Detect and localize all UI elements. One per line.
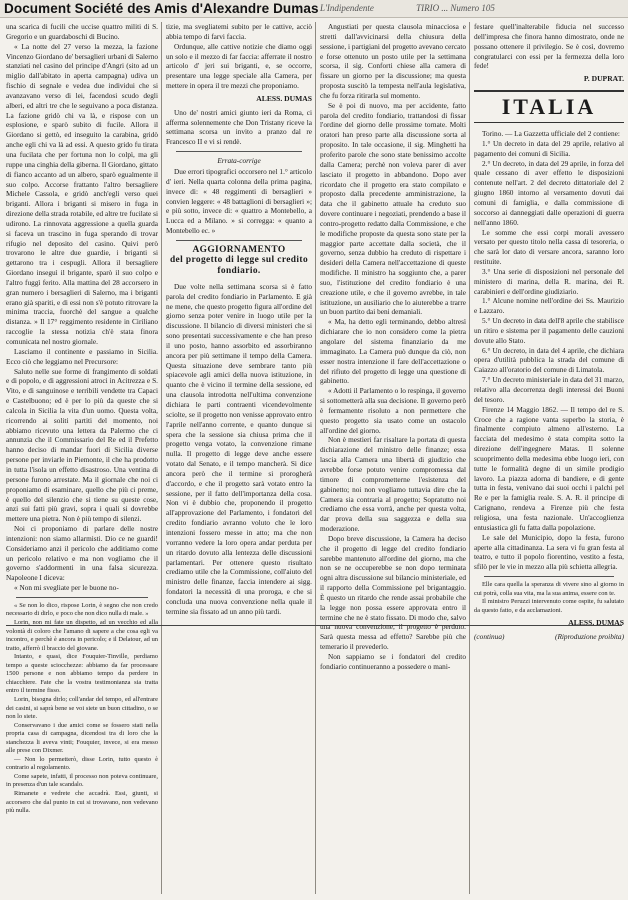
feuilleton-paragraph: Elle cara quella la speranza di vivere sino al giorno in cui potrà, colla sua vita, ma la sua anima, essere con te.	[474, 581, 624, 597]
feuilleton-separator	[6, 625, 622, 626]
paragraph: « Ma, ha detto egli terminando, debbo altresì dichiarare che io non considero come la pietra angolare del sistema finanziario da me immaginato. La Camera può dunque da ciò, non esser nostra intenzione il fare dell'accettazione o del rifiuto del progetto di legge una questione di gabinetto.	[320, 317, 466, 386]
feuilleton-paragraph: Come sapete, infatti, il processo non poteva continuare, in presenza d'un tale scandalo.	[6, 772, 158, 789]
section-title-italia: ITALIA	[501, 94, 597, 120]
paragraph: Torino. — La Gazzetta ufficiale del 2 contiene:	[482, 129, 620, 139]
column-rule	[469, 22, 470, 894]
paragraph: 3.° Una serie di disposizioni nel personale del ministero di marina, della R. marina, dei R. carabinieri e dell'ordine giudiziario.	[474, 266, 624, 296]
feuilleton	[6, 602, 158, 816]
feuilleton-paragraph: — Non lo permetterò, disse Lorin, tutto questo è contrario al regolamento.	[6, 755, 158, 772]
feuilleton-paragraph: Rimanete e vedrete che accadrà. Essi, giunti, si accorsero che dal punto in cui si trovavano, non vedevano più nulla.	[6, 789, 158, 815]
paragraph: Due volte nella settimana scorsa si è fatto parola del credito fondiario in Parlamento. E già ne mene, che questo progetto figura all'ordine del giorno senza poter venire in luogo utile per la discussione. Il bilancio di diversi ministeri che si sono presentati successivamente e che han preso il uno posto, hanno assorbito ed assorbiranno ancora per più settimane il tempo della Camera. Questa situazione deve sembrare tanto più spiacevole agli amici della nuova istituzione, in quanto che è vicino il termine della sessione, ed una clausola introdotta nell'ultima convenzione dichiara le parti contraenti vicendevolmente sciolte, se il progetto non venisse approvato entro l'aprile nell'anno corrente, e quanto dunque si spera che la sessione sia chiusa prima che il progetto venga votato, la convenzione rimane nulla. Il progetto di legge deve anche essere votato dal Senato, e il tempo mancherà. Si dice ancora però che il termine si prorogherà d'accordo, e che il progetto sarà votato entro la sessione, per il fatto dell'importanza della cosa. Non vi è dubbio che, proponendo il progetto all'approvazione del Parlamento, i fondatori del credito fondiario avranno voluto che le loro intenzioni fossero messe in atto; ma che non vorranno vedere la loro opera andar perduta per un ritardo dovuto alla lentezza delle discussioni parlamentari. Per ottenere questo risultato crediamo utile che la Commissione, coll'aiuto del ministro delle finanze, faccia intendere ai sigg. fondatori la necessità di una proroga, e che si concluda una nuova convenzione nella quale il termine sia fissato ad un anno più tardi.	[166, 281, 312, 616]
column-4	[474, 22, 624, 894]
divider	[16, 597, 148, 598]
feuilleton-paragraph: Il ministro Peruzzi intervenuto come ospite, fu salutato da questo fatto, e da acclamazioni.	[474, 598, 624, 614]
paragraph: Se è poi di nuovo, ma per accidente, fatto parola del credito fondiario, trattandosi di fissar l'ordine del giorno delle prossime tornate. Molti oratori han preso parte alla discussione sorta al proposito. In tale occasione, il sig. Minghetti ha proferito parole che sono state benissimo accolte dalla Camera; perchè non voleva parer di aver lasciato il progetto in abbandono. Dopo aver ricordato che il progetto era stato compilato e proposto dalla precedente amministrazione, la data che il gabinetto attuale ha creduto suo dovere continuare i negoziati, prendendo a base il contro-progetto redatto dalla Commissione, e che le modifiche proposte da questa sono state per la maggior parte accettate dalla società, che il governo, senza dubbio ha creduto di rispettare i desideri della Camera nell'accettazione di queste modifiche. Il ministro ha soggiunto che, a parer suo, l'istituzione del credito fondiario è una creazione utile, e che il governo avrebbe, in tale istituzione, un ausiliario che lo aiuterebbe a trarre un buon partito dai beni demaniali.	[320, 100, 466, 317]
paragraph: Non è mestieri far risaltare la portata di questa dichiarazione del ministro delle finanze; essa lascia alla Camera una libertà di giudizio che avrebbe forse potuto venire compromessa dal timore di comprometterne l'esistenza del gabinetto; noi non vogliamo tuttavia dire che la Camera sia contraria al progetto; Sopratutto noi crediamo che essa vorrà, anche per questa volta, dar prova della sua saggezza e della sua moderazione.	[320, 435, 466, 534]
masthead-faint	[320, 3, 535, 13]
paragraph: 6.° Un decreto, in data del 4 aprile, che dichiara opera d'utilità pubblica la strada del comune di Caiazzo all'oratorio del comune di Limatola.	[474, 345, 624, 375]
feuilleton-paragraph: Lorin, bisogna dirlo; coll'andar del tempo, ed all'entrare dei casini, si saprà bene se voi siete un buon cittadino, o se non lo siete.	[6, 695, 158, 721]
divider	[484, 576, 614, 577]
feuilleton-paragraph: Lorin, non mi fate un dispetto, ad un vecchio ed alla volontà di coloro che l'amano di sapere a che cosa egli va incontro, e perchè è ancora in pericolo; e il Delatour, ad un tratto, afferrò il braccio del giovane.	[6, 619, 158, 652]
feuilleton-paragraph: « Se non lo dico, rispose Lorin, è segno che non credo necessario di dirlo, e poco che non dico nulla di male. »	[6, 601, 158, 618]
issue-hint: TIRIO ... Numero 105	[416, 3, 495, 13]
paragraph: Due errori tipografici occorsero nel 1.° articolo d' ieri. Nella quarta colonna della prima pagina, invece di: « 48 reggimenti di bersaglieri » convien leggere: « 48 battaglioni di bersaglieri »; e più sotto, invece di: « quattro a Montebello, a Lucca ed a Milano. » si corregga: « quanto a Montebello ec. »	[166, 166, 312, 236]
paragraph: 2.° Un decreto, in data del 29 aprile, in forza del quale cessano di aver effetto le disposizioni contenute nell'art. 2 del decreto dittatoriale del 2 giugno 1860 intorno al versamento dovuti dai comuni di famiglia, e dalla commissione di soccorso ai danneggiati dalle operazioni di guerra nell'anno 1860.	[474, 158, 624, 227]
paragraph: Ordunque, alle cattive notizie che diamo oggi un solo e il mezzo di far faccia: afferrate il nostro articolo d' jeri sui briganti, e, se occorre, presentare una legge speciale alla Camera, per mettere in opera il tre mezzi che proponiamo.	[166, 41, 312, 91]
paragraph: una scarica di fucili che uccise quattro militi di S. Gregorio e un guardaboschi di Bucino.	[6, 22, 158, 41]
watermark: Document Société des Amis d'Alexandre Dumas	[4, 1, 319, 16]
paragraph: Le somme che essi corpi morali avessero versato per questo titolo nella cassa di tesoreria, o che sarà lor dato di versare ancora, saranno loro restituite.	[474, 227, 624, 267]
continua-tag: (continua)	[474, 632, 505, 642]
paragraph: 7.° Un decreto ministeriale in data del 31 marzo, relativo alla decorrenza degli interessi dei Buoni del tesoro.	[474, 375, 624, 404]
paragraph: 1.° Un decreto in data del 29 aprile, relativo al pagamento dei comuni di Sicilia.	[474, 138, 624, 158]
divider	[176, 240, 302, 241]
paragraph: tizie, ma svegliatemi subito per le cattive, acciò abbia tempo di farvi faccia.	[166, 22, 312, 41]
feuilleton-paragraph: Intanto, e quasi, dice Fouquier-Tinville, perdiamo tempo a queste sciocchezze: abbiamo da far processare 1500 persone e non abbiamo tempo da perdere in chiacchiere. Fate che la vostra testimonianza sia tratta entro il termine fisso.	[6, 653, 158, 695]
top-strip	[0, 0, 628, 18]
section-title: AGGIORNAMENTO	[192, 244, 286, 255]
footer-tags	[474, 632, 624, 642]
paragraph: Le sale del Municipio, dopo la festa, furono aperte alla cittadinanza. La sera vi fu gran festa al teatro, e tutto il popolo fiorentino, vestito a festa, sfilò per le vie in mezzo alla più schietta allegria.	[474, 532, 624, 572]
paragraph: Saluto nelle sue forme di frangimento di soldati e di popolo, e di aggressioni atroci in Acitrezza e S. Vito, e di sanguinose e terribili vendette tra Capaci e Castelbuono; ed è per lo più da queste che si calcola in Sicilia la vita d'un uomo. Questa volta, ricorrendo ai soliti partiti del momento, noi abbiamo ricevuto una lettera da Palermo che ci annunzia che il Commissario del Re ed il Prefetto hanno deciso di mandar fuori di Sicilia diverse persone per inviarle in Piemonte, il che ha prodotto in tutta l'isola un effetto disastroso. Una ventina di persone furono arrestate. Ma il giornale che noi ci proponiamo di esaminare, quello che più ci preme, è quello del silenzio che si tiene su queste cose, anzi sui fatti più gravi, sopra i quali si dovrebbe mettere una pietra. Non è più tempo di silenzi.	[6, 366, 158, 524]
paragraph: 5.° Un decreto in data dell'8 aprile che stabilisce un ritiro e sistema per il pagamento delle cauzioni dovute allo Stato.	[474, 316, 624, 345]
signature: P. DUPRAT.	[583, 74, 624, 84]
paragraph: Dopo breve discussione, la Camera ha deciso che il progetto di legge del credito fondiario sarebbe mantenuto all'ordine del giorno, ma che non se ne occuperebbe se non dopo terminata ogni altra discussione sul bilancio ministeriale, ed il rapporto della Commissione pel brigantaggio. È questo un ritardo che rende assai probabile che la legge non possa essere approvata entro il termine che ne è stato fissato. Di modo che, salvo una nuova convenzione, il progetto è perduto. Sarà questa messa ad effetto? Sarebbe più che temerario il prevederlo.	[320, 533, 466, 652]
paragraph: 1.° Alcune nomine nell'ordine dei Ss. Maurizio e Lazzaro.	[474, 296, 624, 316]
paragraph: « Adotti il Parlamento o lo respinga, il governo si sottometterà alla sua decisione. Il governo però è fermamente risoluto a non permettere che questo progetto sia usato come un ostacolo all'ordine del giorno.	[320, 386, 466, 435]
section-subtitle: del progetto di legge sul credito fondiario.	[169, 254, 309, 276]
divider	[176, 151, 302, 152]
paragraph: « Non mi svegliate per le buone no-	[14, 583, 119, 593]
paragraph: Firenze 14 Maggio 1862. — Il tempo del re S. Croce che a ragione vanta superbo la storia, è finalmente compiuto almeno all'esterno. La facciata del medesimo è stata compita sotto la direzione dell'ingegnere Matas. Il solenne scuoprimento della medesima ebbe luogo ieri, con tutte le formalità degne di un simile prodigio lavoro. La piazza adorna di bandiere, e di gente tutta in festa, venivano dai suoi occhi i palchi pel Re e per la famiglia reale. S. A. R. il principe di Carignano, rendeva a Firenze più che festa religiosa, una festa nazionale. Un'accoglienza entusiastica gli fu fatta dalla popolazione.	[474, 404, 624, 532]
paragraph: festare quell'inalterabile fiducia nel successo dell'impresa che finora hanno dimostrato, onde ne possano ottenere il privilegio. Se è così, dovremo congratularci con essi per la fermezza della loro fede!	[474, 22, 624, 71]
column-rule	[315, 22, 316, 894]
column-2	[166, 22, 312, 894]
signature: ALESS. DUMAS	[568, 618, 624, 628]
paragraph: « La notte del 27 verso la mezza, la fazione Vincenzo Giordano de' bersaglieri urbani di Salerno stanziati nel casino del principe d'Angri (sito ad un miglio dall'abitato in aperta campagna) udiva un fischio di segnale e vedea due individui che si avanzavano verso di lei, facendosi scudo degli alberi, ed altri tre che le seguivano a poca distanza. La fazione gridò chi va là, e rispose con un esplosione, e sparò subito di fucile. Allora il Giordano si gettò, ed inseguito la carabina, gridò anche egli chi va là ad essi. A questo grido fu tirata una fucilata che per fortuna non lo colpì, ma gli ruppe una cinghia della giberna. Il Giordano, gittato di fianco accanto ad un albero, sparò egualmente il suo colpo. Accorse frattanto l'altro bersagliere Michele Cassola, e gridò anch'egli verso quei briganti. Allora i briganti si misero in fuga in direzione della strada rotabile, ed altre tre fucilate si udirono. La rinnovata aggressione a quella guarda si faceva un trascino in fuga sperando di trovar rifugio nel deposito del casino. Quivi però trovarono le altre due guardie, i briganti si gettarono tra i cespugli. Allora il bersagliere Giordano inseguì il brigante, sparò il suo colpo e l'altro fuggì ferito. Alla mattina del 28 accorsero in gran numero i bersaglieri di Salerno, ma i briganti erano già spariti, e di essi non s'è potuto ritrovare la minima traccia, fuorchè del sangue a qualche distanza. » Il 17° reggimento residente in Ciriliano raccoglie la stessa notizia ch'è stata finora comunicata nel nostro giornale.	[6, 41, 158, 346]
riproduzione-tag: (Riproduzione proibita)	[555, 632, 624, 642]
column-3	[320, 22, 466, 894]
paragraph: Angustiati per questa clausola minacciosa e stretti dall'avvicinarsi della chiusura della sessione, i partigiani del progetto avevano cercato e forse ottenuto un posto utile per la settimana scorsa, il sig. Conforti chiese alla camera di fissare un giorno per la discussione; ma questa proposta suscitò la tempesta nell'aula legislativa, che fu forza ritirarla sul momento.	[320, 22, 466, 100]
column-rule	[161, 22, 162, 894]
column-1	[6, 22, 158, 894]
feuilleton-paragraph: Conservavano i due amici come se fossero stati nella propria casa di campagna, dicendosi tra di loro che la stanchezza li aveva vinti; Fouquier, invece, si era messo alle prese con Dixmer.	[6, 721, 158, 755]
divider	[474, 90, 624, 92]
paragraph: Lasciamo il continente e passiamo in Sicilia. Ecco ciò che leggiamo nel Precursore:	[6, 346, 158, 366]
paragraph: Non sappiamo se i fondatori del credito fondiario continueranno a possedere o mani-	[320, 652, 466, 671]
col1-main	[6, 22, 158, 593]
divider	[474, 122, 624, 123]
signature: ALESS. DUMAS	[256, 93, 312, 103]
masthead-title: L'Indipendente	[320, 3, 374, 13]
paragraph: Uno de' nostri amici giunto ieri da Roma, ci afferma solennemente che Don Tristany riceve la settimana scorsa un invito a pranzo dal re Francesco II e vi si rendè.	[166, 107, 312, 147]
feuilleton	[474, 581, 624, 615]
paragraph: Noi ci proponiamo di parlare delle nostre intenzioni: non siamo allarmisti. Dio ce ne guardi! Consideriamo anzi il pericolo che additiamo come un pericolo relativo e ma non vogliamo che il governo s'addormenti in una falsa sicurezza. Napoleone I diceva:	[6, 524, 158, 583]
errata-title: Errata-corrige	[217, 156, 261, 166]
